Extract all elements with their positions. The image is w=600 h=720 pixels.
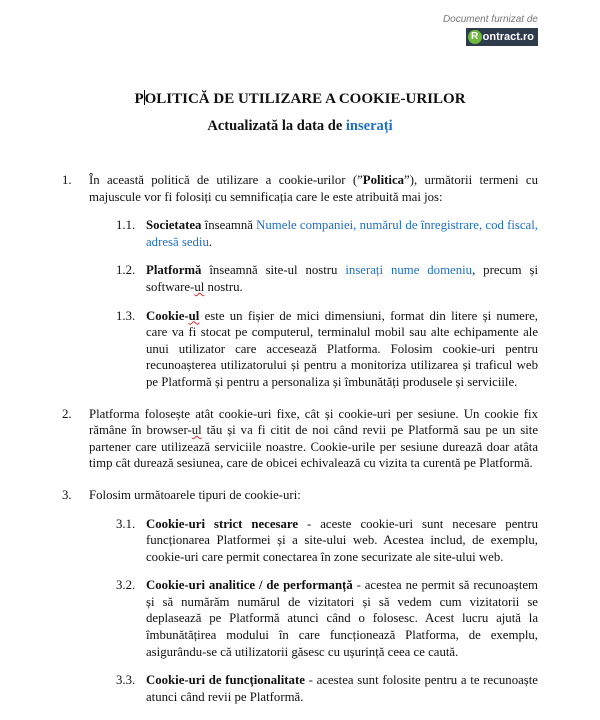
clause-3-2: 3.2. Cookie-uri analitice / de performanță - acestea ne permit să recunoaștem și să numărăm numărul de vizitatori și să vedem cum vizitatorii se deplasează pe Platformă atunci când o folosesc. Acest lucru ajută la îmbunătățirea modului în care funcționează Platforma, de exemplu, asigurându-se că utilizatorii găsesc cu ușurință ceea ce caută.: [116, 578, 539, 659]
brand-block: [443, 14, 538, 46]
clause-1-2: 1.2. Platformă înseamnă site-ul nostru inserați nume domeniu, precum și software-ul nostru.: [116, 263, 538, 294]
brand-caption: Document furnizat de: [442, 14, 538, 25]
section-number: 1.: [62, 173, 72, 187]
section-number: 3.: [62, 487, 72, 502]
section-3: 3. Folosim următoarele tipuri de cookie-uri: 3.1. Cookie-uri strict necesare - aceste cookie-uri sunt necesare pentru funcționarea Platformei și a site-ului web. Acestea includ, de exemplu, cookie-uri care permit conectarea în zone securizate ale site-ului web. 3.2. Cookie-uri analitice / de performanță - acestea ne permit să recunoaștem și să numărăm numărul de vizitatori și să vedem cum vizitatorii se deplasează pe Platformă atunci când o folosesc. Acest lucru ajută la îmbunătățirea modului în care funcționează Platforma, de exemplu, asigurându-se că utilizatorii găsesc cu ușurință ceea ce caută. 3.3. Cookie-uri de funcționalitate - acestea sunt folosite pentru a te recunoaște atunci când revii pe Platformă.: [62, 487, 539, 704]
clause-3-1: 3.1. Cookie-uri strict necesare - aceste cookie-uri sunt necesare pentru funcționarea Platformei și a site-ului web. Acestea includ, de exemplu, cookie-uri care permit conectarea în zone securizate ale site-ului web.: [116, 516, 538, 564]
clause-3-3: 3.3. Cookie-uri de funcționalitate - acestea sunt folosite pentru a te recunoaște atunci când revii pe Platformă.: [116, 673, 538, 704]
clause-1-1: 1.1. Societatea înseamnă Numele companiei, numărul de înregistrare, cod fiscal, adresă sediu.: [116, 218, 538, 249]
document-subtitle: Actualizată la data de inserați: [207, 118, 393, 134]
domain-placeholder[interactable]: inserați nume domeniu: [345, 263, 473, 278]
section-1: 1. În această politică de utilizare a cookie-urilor (”Politica”), următorii termeni cu majuscule vor fi folosiți cu semnificația care le este atribuită mai jos: 1.1. Societatea înseamnă Numele companiei, numărul de înregistrare, cod fiscal, adresă sediu. 1.2. Platformă înseamnă site-ul nostru inserați nume domeniu, precum și software-ul nostru. 1.3. Cookie-ul este un fișier de mici dimensiuni, format din litere și numere, care va fi stocat pe computerul, terminalul mobil sau alte echipamente ale unui utilizator care accesează Platforma. Folosim cookie-uri pentru recunoașterea utilizatorului și pentru a monitoriza utilizarea și traficul web pe Platformă și pentru a personaliza și îmbunătăți produsele și serviciile.: [62, 173, 538, 389]
logo-text: ontract.ro: [482, 31, 534, 43]
date-placeholder[interactable]: inserați: [345, 118, 393, 134]
logo-r-badge: R: [468, 30, 482, 44]
spellcheck-mark: ul: [194, 279, 205, 294]
company-placeholder[interactable]: Numele companiei, numărul de înregistrare, cod fiscal, adresă sediu: [146, 218, 538, 249]
section-number: 2.: [62, 406, 72, 421]
clause-1-3: 1.3. Cookie-ul este un fișier de mici dimensiuni, format din litere și numere, care va fi stocat pe computerul, terminalul mobil sau alte echipamente ale unui utilizator care accesează Platforma. Folosim cookie-uri pentru recunoașterea utilizatorului și pentru a monitoriza utilizarea și traficul web pe Platformă și pentru a personaliza și îmbunătăți produsele și serviciile.: [116, 308, 538, 389]
contract-ro-logo[interactable]: [466, 28, 538, 46]
spellcheck-mark: ul: [191, 423, 202, 438]
document-body: [62, 172, 538, 720]
document-title: POLITICĂ DE UTILIZARE A COOKIE-URILOR: [134, 91, 466, 107]
spellcheck-mark: ul: [188, 308, 200, 323]
section-2: 2. Platforma folosește atât cookie-uri fixe, cât și cookie-uri per sesiune. Un cookie fix rămâne în browser-ul tău și va fi citit de noi când revii pe Platformă sau pe un site partener care utilizează serviciile noastre. Cookie-urile per sesiune durează doar atâta timp cât durează sesiunea, care de obicei echivalează cu vizita ta curentă pe Platformă.: [62, 406, 538, 471]
